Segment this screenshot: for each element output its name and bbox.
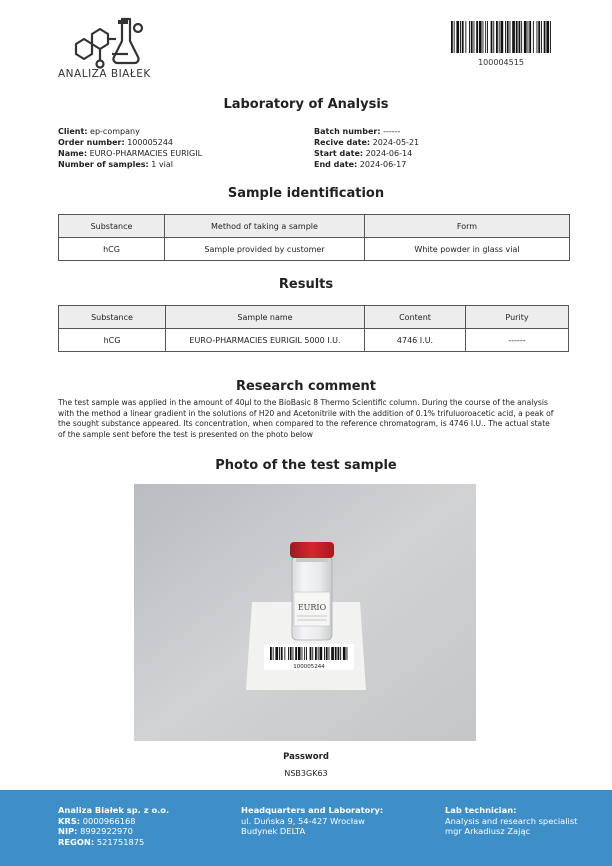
table-header: Content (365, 306, 466, 329)
research-comment-heading: Research comment (235, 379, 377, 394)
table-header: Sample name (166, 306, 365, 329)
tech-name: mgr Arkadiusz Zając (445, 826, 531, 836)
receive-date-value: 2024-05-21 (372, 138, 420, 147)
brand-name: ANALIZA BIAŁEK (58, 68, 151, 80)
analiza-bialek-logo-icon (72, 14, 152, 72)
table-row (59, 238, 570, 261)
table-cell: Sample provided by customer (165, 238, 365, 261)
table-cell: hCG (59, 238, 165, 261)
research-comment-text: The test sample was applied in the amount of 40µl to the BioBasic 8 Thermo Scientific column. During the course of the analysis with the method a linear gradient in the solutions of H20 and Acetonitrile with the addition of 0.1% trifuluoroacetic acid, a peak of the sought substance appeared. Its concentration, when compared to the reference chromatogram, is 4746 I.U.. The actual state of the sample sent before the test is presented on the photo below (58, 398, 554, 440)
table-header: Substance (59, 215, 165, 238)
table-header-row (59, 306, 569, 329)
barcode-icon (451, 21, 551, 53)
nip-value: 8992922970 (80, 826, 133, 836)
samples-value: 1 vial (151, 160, 173, 169)
table-header: Substance (59, 306, 166, 329)
batch-value: ------ (383, 127, 401, 136)
tech-label: Lab technician: (445, 805, 517, 815)
table-cell: EURO-PHARMACIES EURIGIL 5000 I.U. (166, 329, 365, 352)
password-value: NSB3GK63 (284, 769, 328, 778)
vial-label: EURIO (297, 603, 327, 612)
sample-photo (134, 484, 476, 741)
table-header: Method of taking a sample (165, 215, 365, 238)
tech-role: Analysis and research specialist (445, 815, 578, 826)
regon-value: 521751875 (96, 836, 145, 847)
barcode-number: 100004515 (478, 58, 524, 67)
hq-label: Headquarters and Laboratory: (241, 805, 384, 815)
batch-info: Batch number: ------ Recive date: 2024-05-21 Start date: 2024-06-14 End date: 2024-06-17 (314, 127, 420, 169)
start-date-value: 2024-06-14 (365, 149, 413, 158)
table-header: Purity (466, 306, 569, 329)
table-cell: White powder in glass vial (365, 238, 570, 261)
footer-company: Analiza Białek sp. z o.o. KRS: 0000966168 NIP: 8992922970 REGON: 521751875 (58, 805, 170, 847)
table-cell: 4746 I.U. (365, 329, 466, 352)
hq-building: Budynek DELTA (241, 826, 306, 836)
photo-heading: Photo of the test sample (215, 458, 397, 473)
results-table (58, 305, 569, 352)
hq-address: ul. Duńska 9, 54-427 Wrocław (241, 815, 365, 826)
sample-identification-table (58, 214, 570, 261)
sample-identification-heading: Sample identification (227, 186, 385, 201)
name-value: EURO-PHARMACIES EURIGIL (89, 149, 203, 158)
table-header: Form (365, 215, 570, 238)
table-row (59, 329, 569, 352)
vial-cap-icon (290, 542, 334, 558)
company-name: Analiza Białek sp. z o.o. (58, 805, 170, 815)
end-date-value: 2024-06-17 (359, 160, 407, 169)
footer-headquarters (241, 805, 383, 837)
footer (0, 790, 612, 866)
label-barcode-number: 100005244 (293, 664, 325, 670)
krs-value: 0000966168 (82, 815, 136, 826)
page-title: Laboratory of Analysis (223, 97, 389, 112)
results-heading: Results (278, 277, 334, 292)
client-info: Client: ep-company Order number: 100005244 Name: EURO-PHARMACIES EURIGIL Number of samples: 1 vial (58, 127, 203, 169)
footer-technician (445, 805, 577, 837)
table-cell: hCG (59, 329, 166, 352)
table-cell: ------ (466, 329, 569, 352)
order-number-value: 100005244 (127, 138, 174, 147)
client-value: ep-company (90, 127, 140, 136)
table-header-row (59, 215, 570, 238)
password-label: Password (283, 752, 329, 762)
